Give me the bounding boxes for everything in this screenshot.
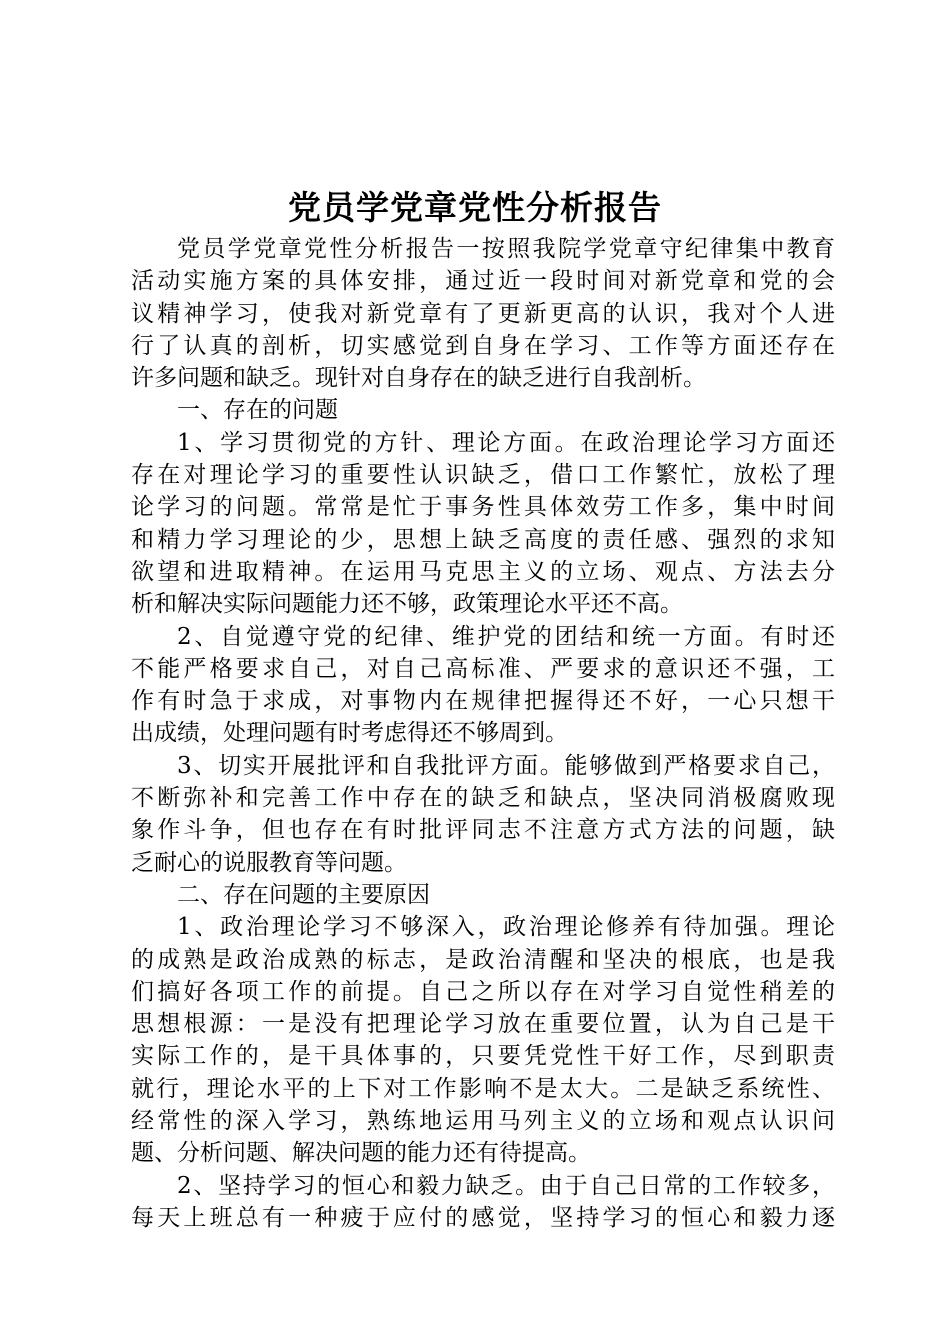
text-line: 每天上班总有一种疲于应付的感觉，坚持学习的恒心和毅力逐	[131, 1204, 835, 1231]
document-body	[131, 233, 835, 1234]
document-title: 党员学党章党性分析报告	[288, 188, 662, 227]
text-line: 乏耐心的说服教育等问题。	[131, 849, 407, 876]
text-line: 们搞好各项工作的前提。自己之所以存在对学习自觉性稍差的	[131, 978, 835, 1005]
text-line: 出成绩，处理问题有时考虑得还不够周到。	[131, 720, 568, 747]
text-line: 作有时急于求成，对事物内在规律把握得还不好，一心只想干	[131, 688, 835, 715]
text-line: 思想根源：一是没有把理论学习放在重要位置，认为自己是干	[131, 1011, 835, 1038]
text-line: 议精神学习，使我对新党章有了更新更高的认识，我对个人进	[131, 300, 835, 327]
text-line: 二、存在问题的主要原因	[177, 881, 430, 908]
text-line: 1、政治理论学习不够深入，政治理论修养有待加强。理论	[177, 914, 835, 941]
text-line: 活动实施方案的具体安排，通过近一段时间对新党章和党的会	[131, 268, 835, 295]
text-line: 2、坚持学习的恒心和毅力缺乏。由于自己日常的工作较多，	[177, 1172, 835, 1199]
text-line: 党员学党章党性分析报告一按照我院学党章守纪律集中教育	[177, 236, 835, 262]
text-line: 行了认真的剖析，切实感觉到自身在学习、工作等方面还存在	[131, 332, 835, 359]
text-line: 许多问题和缺乏。现针对自身存在的缺乏进行自我剖析。	[131, 365, 706, 392]
text-line: 和精力学习理论的少，思想上缺乏高度的责任感、强烈的求知	[131, 526, 835, 553]
text-line: 欲望和进取精神。在运用马克思主义的立场、观点、方法去分	[131, 558, 835, 585]
text-line: 1、学习贯彻党的方针、理论方面。在政治理论学习方面还	[177, 429, 835, 456]
text-line: 一、存在的问题	[177, 397, 338, 424]
text-line: 象作斗争，但也存在有时批评同志不注意方式方法的问题，缺	[131, 817, 835, 844]
text-line: 实际工作的，是干具体事的，只要凭党性干好工作，尽到职责	[131, 1043, 835, 1070]
text-line: 3、切实开展批评和自我批评方面。能够做到严格要求自己，	[177, 752, 835, 779]
text-line: 题、分析问题、解决问题的能力还有待提高。	[131, 1140, 591, 1167]
text-line: 不断弥补和完善工作中存在的缺乏和缺点，坚决同消极腐败现	[131, 785, 835, 812]
text-line: 论学习的问题。常常是忙于事务性具体效劳工作多，集中时间	[131, 494, 835, 521]
text-line: 2、自觉遵守党的纪律、维护党的团结和统一方面。有时还	[177, 623, 835, 650]
text-line: 析和解决实际问题能力还不够，政策理论水平还不高。	[131, 591, 683, 618]
text-line: 经常性的深入学习，熟练地运用马列主义的立场和观点认识问	[131, 1108, 835, 1135]
text-line: 存在对理论学习的重要性认识缺乏，借口工作繁忙，放松了理	[131, 462, 835, 489]
text-line: 就行，理论水平的上下对工作影响不是太大。二是缺乏系统性、	[131, 1075, 835, 1102]
text-line: 不能严格要求自己，对自己高标准、严要求的意识还不强，工	[131, 655, 835, 682]
text-line: 的成熟是政治成熟的标志，是政治清醒和坚决的根底，也是我	[131, 946, 835, 973]
